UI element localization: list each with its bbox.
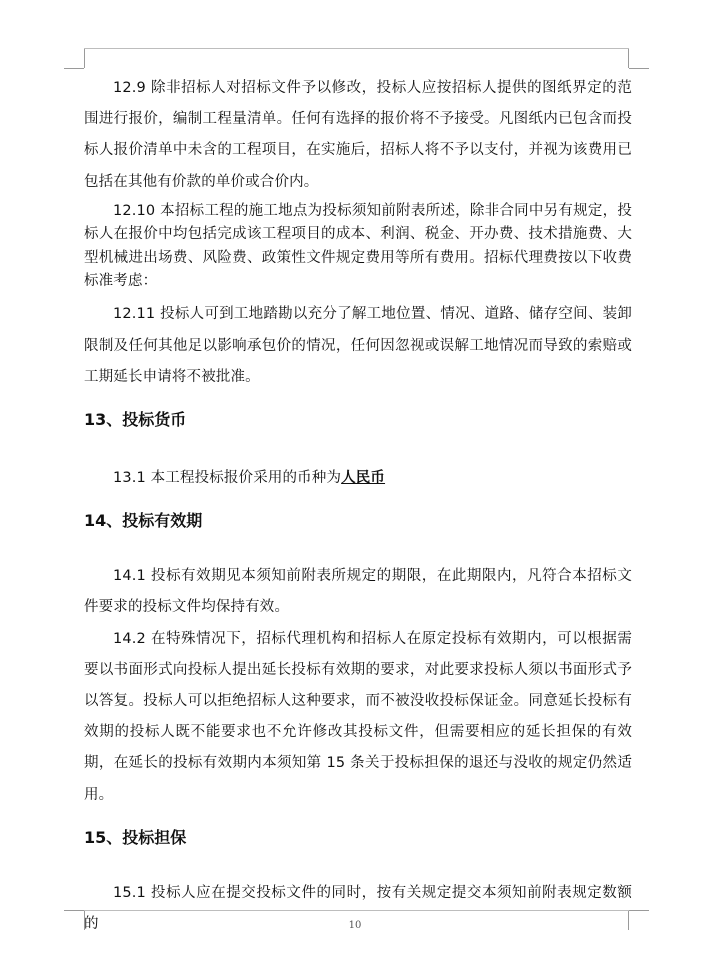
paragraph-14-2: 14.2 在特殊情况下，招标代理机构和招标人在原定投标有效期内，可以根据需要以书面形式向投标人提出延长投标有效期的要求，对此要求投标人须以书面形式予以答复。投标人可以拒绝招标人这种要求，而不被没收投标保证金。同意延长投标有效期的投标人既不能要求也不允许修改其投标文件，但需要相应的延长担保的有效期，在延长的投标有效期内本须知第 15 条关于投标担保的退还与没收的规定仍然适用。	[84, 630, 632, 803]
section-heading-13: 13、投标货币	[84, 410, 187, 430]
paragraph-13-1	[84, 463, 632, 494]
currency-value: 人民币	[341, 470, 386, 487]
crop-mark-top-left-h	[64, 68, 84, 69]
section-heading-15: 15、投标担保	[84, 827, 187, 847]
paragraph-13-1-text: 13.1 本工程投标报价采用的币种为	[113, 470, 342, 487]
crop-mark-top-right-h	[629, 68, 649, 69]
crop-mark-top-right-v	[628, 48, 629, 68]
paragraph-12-9: 12.9 除非招标人对招标文件予以修改，投标人应按招标人提供的图纸界定的范围进行报价，编制工程量清单。任何有选择的报价将不予接受。凡图纸内已包含而投标人报价清单中未含的工程项目，在实施后，招标人将不予以支付，并视为该费用已包括在其他有价款的单价或合价内。	[84, 80, 632, 190]
paragraph-14-1: 14.1 投标有效期见本须知前附表所规定的期限，在此期限内，凡符合本招标文件要求的投标文件均保持有效。	[84, 568, 632, 616]
page-number: 10	[348, 920, 362, 931]
header-rule	[84, 48, 629, 49]
document-body	[84, 73, 632, 940]
paragraph-12-10: 12.10 本招标工程的施工地点为投标须知前附表所述，除非合同中另有规定，投标人在报价中均包括完成该工程项目的成本、利润、税金、开办费、技术措施费、大型机械进出场费、风险费、政策性文件规定费用等所有费用。招标代理费按以下收费标准考虑：	[84, 202, 632, 290]
paragraph-15-1: 15.1 投标人应在提交投标文件的同时，按有关规定提交本须知前附表规定数额的	[84, 884, 632, 933]
paragraph-12-11: 12.11 投标人可到工地踏勘以充分了解工地位置、情况、道路、储存空间、装卸限制及任何其他足以影响承包价的情况，任何因忽视或误解工地情况而导致的索赔或工期延长申请将不被批准。	[84, 306, 632, 385]
crop-mark-bottom-right-h	[629, 910, 649, 911]
section-heading-14: 14、投标有效期	[84, 511, 203, 531]
crop-mark-top-left-v	[84, 48, 85, 68]
crop-mark-bottom-left-h	[64, 910, 84, 911]
